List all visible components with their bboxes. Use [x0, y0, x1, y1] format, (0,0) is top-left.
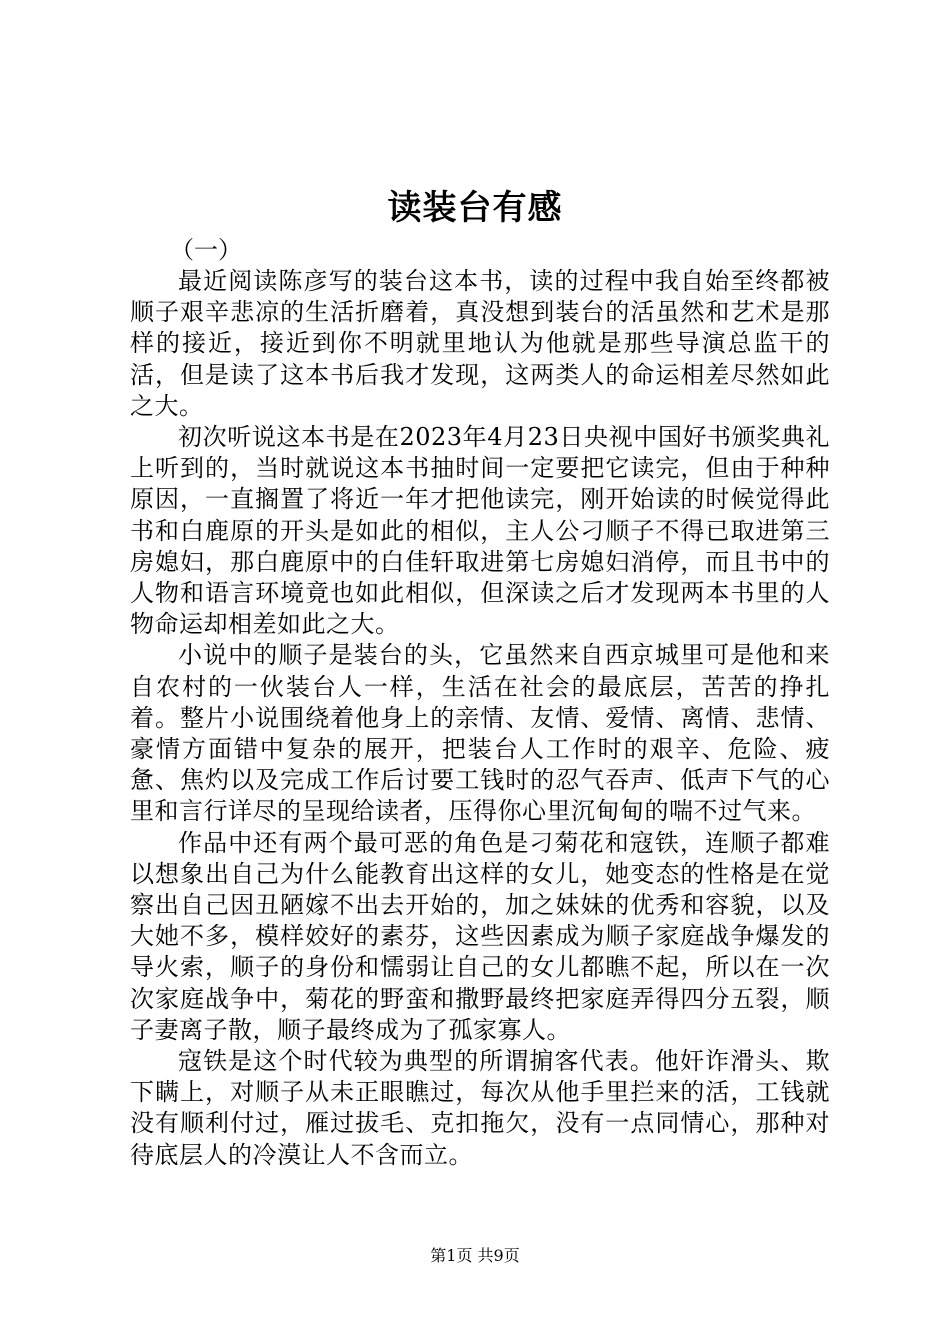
paragraph-1: 最近阅读陈彦写的装台这本书，读的过程中我自始至终都被顺子艰辛悲凉的生活折磨着，真没想到装台的活虽然和艺术是那样的接近，接近到你不明就里地认为他就是那些导演总监干的活，但是读了这本书后我才发现，这两类人的命运相差尽然如此之大。 — [130, 267, 830, 420]
page-title: 读装台有感 — [387, 188, 563, 228]
paragraph-4: 作品中还有两个最可恶的角色是刁菊花和寇铁，连顺子都难以想象出自己为什么能教育出这样的女儿，她变态的性格是在觉察出自己因丑陋嫁不出去开始的，加之妹妹的优秀和容貌，以及大她不多，模样姣好的素芬，这些因素成为顺子家庭战争爆发的导火索，顺子的身份和懦弱让自己的女儿都瞧不起，所以在一次次家庭战争中，菊花的野蛮和撒野最终把家庭弄得四分五裂，顺子妻离子散，顺子最终成为了孤家寡人。 — [130, 828, 830, 1044]
page-footer: 第1页 共9页 — [430, 1246, 520, 1265]
body-text — [130, 266, 830, 1171]
paragraph-5: 寇铁是这个时代较为典型的所谓掮客代表。他奸诈滑头、欺下瞒上，对顺子从未正眼瞧过，每次从他手里拦来的活，工钱就没有顺利付过，雁过拔毛、克扣拖欠，没有一点同情心，那种对待底层人的冷漠让人不含而立。 — [130, 1047, 830, 1169]
paragraph-2: 初次听说这本书是在2023年4月23日央视中国好书颁奖典礼上听到的，当时就说这本书抽时间一定要把它读完，但由于种种原因，一直搁置了将近一年才把他读完，刚开始读的时候觉得此书和白鹿原的开头是如此的相似，主人公刁顺子不得已取进第三房媳妇，那白鹿原中的白佳轩取进第七房媳妇消停，而且书中的人物和语言环境竟也如此相似，但深读之后才发现两本书里的人物命运却相差如此之大。 — [130, 423, 830, 639]
paragraph-3: 小说中的顺子是装台的头，它虽然来自西京城里可是他和来自农村的一伙装台人一样，生活在社会的最底层，苦苦的挣扎着。整片小说围绕着他身上的亲情、友情、爱情、离情、悲情、豪情方面错中复杂的展开，把装台人工作时的艰辛、危险、疲惫、焦灼以及完成工作后讨要工钱时的忍气吞声、低声下气的心里和言行详尽的呈现给读者，压得你心里沉甸甸的喘不过气来。 — [130, 641, 830, 826]
section-label: （一） — [170, 236, 242, 264]
